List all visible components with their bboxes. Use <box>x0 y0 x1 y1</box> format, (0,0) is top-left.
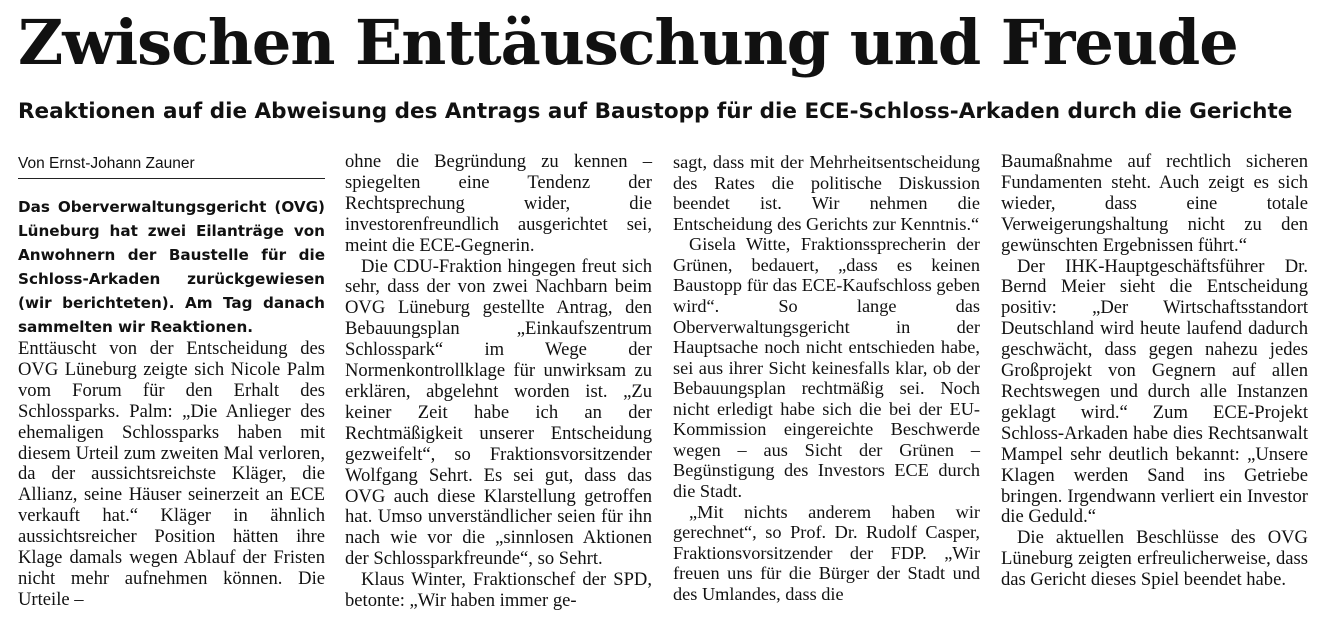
article-column-2 <box>345 152 652 612</box>
body-paragraph: Klaus Winter, Fraktionschef der SPD, betonte: „Wir haben immer ge- <box>345 569 652 612</box>
body-paragraph: ohne die Begründung zu kennen – spiegelten eine Tendenz der Rechtsprechung wider, die investorenfreundlich ausgerichtet sei, meint die ECE-Gegnerin. <box>345 151 652 256</box>
body-paragraph: „Mit nichts anderem haben wir gerechnet“, so Prof. Dr. Rudolf Casper, Fraktionsvorsitzender der FDP. „Wir freuen uns für die Bürger der Stadt und des Umlandes, dass die <box>673 501 980 604</box>
article-subheadline: Reaktionen auf die Abweisung des Antrags auf Baustopp für die ECE-Schloss-Arkaden durch die Gerichte <box>18 99 1293 124</box>
body-paragraph: Die CDU-Fraktion hingegen freut sich sehr, dass der von zwei Nachbarn beim OVG Lüneburg gestellte Antrag, den Bebauungsplan „Einkaufszentrum Schlosspark“ im Wege der Normenkontrollklage für unwirksam zu erklären, abgelehnt worden ist. „Zu keiner Zeit habe ich an der Rechtmäßigkeit unserer Entscheidung gezweifelt“, so Fraktionsvorsitzender Wolfgang Sehrt. Es sei gut, dass das OVG auch diese Klarstellung getroffen hat. Umso unverständlicher seien für ihn nach wie vor die „sinnlosen Aktionen der Schlossparkfreunde“, so Sehrt. <box>345 255 652 570</box>
body-paragraph: Der IHK-Hauptgeschäftsführer Dr. Bernd Meier sieht die Entscheidung positiv: „Der Wirtschaftsstandort Deutschland wird heute laufend dadurch geschwächt, dass gegen nahezu jedes Großprojekt von Gegnern auf allen Rechtswegen und durch alle Instanzen geklagt wird.“ Zum ECE-Projekt Schloss-Arkaden habe dies Rechtsanwalt Mampel sehr deutlich bekannt: „Unsere Klagen werden Sand ins Getriebe bringen. Irgendwann verliert ein Investor die Geduld.“ <box>1001 255 1308 528</box>
body-paragraph: Enttäuscht von der Entscheidung des OVG Lüneburg zeigte sich Nicole Palm vom Forum für den Erhalt des Schlossparks. Palm: „Die Anlieger des ehemaligen Schlossparks haben mit diesem Urteil zum zweiten Mal verloren, da der aussichtsreichste Kläger, die Allianz, seine Häuser seinerzeit an ECE verkauft hat.“ Kläger in ähnlich aussichtsreicher Position hätten ihre Klage damals wegen Ablauf der Fristen nicht mehr aufnehmen können. Die Urteile – <box>18 338 325 610</box>
author-byline: Von Ernst-Johann Zauner <box>18 152 325 179</box>
article-headline: Zwischen Enttäuschung und Freude <box>18 6 1238 79</box>
body-paragraph: sagt, dass mit der Mehrheitsentscheidung des Rates die politische Diskussion beendet ist. Wir nehmen die Entscheidung des Gerichts zur Kenntnis.“ <box>673 152 980 234</box>
body-paragraph: Baumaßnahme auf rechtlich sicheren Fundamenten steht. Auch zeigt es sich wieder, dass eine totale Verweigerungshaltung nicht zu den gewünschten Ergebnissen führt.“ <box>1001 151 1308 256</box>
article-column-4 <box>1001 152 1308 591</box>
article-column-1 <box>18 152 325 611</box>
article-lead: Das Oberverwaltungsgericht (OVG) Lüneburg hat zwei Eilanträge von Anwohnern der Baustelle für die Schloss-Arkaden zurückgewiesen (wir berichteten). Am Tag danach sammelten wir Reaktionen. <box>18 198 325 336</box>
body-paragraph: Die aktuellen Beschlüsse des OVG Lüneburg zeigten erfreulicherweise, dass das Gericht dieses Spiel beendet habe. <box>1001 527 1308 591</box>
article-column-3 <box>673 152 980 604</box>
body-paragraph: Gisela Witte, Fraktionssprecherin der Grünen, bedauert, „dass es keinen Baustopp für das ECE-Kaufschloss geben wird“. So lange das Oberverwaltungsgericht in der Hauptsache noch nicht entschieden habe, sei aus ihrer Sicht keinesfalls klar, ob der Bebauungsplan rechtmäßig sei. Noch nicht erledigt habe sich die bei der EU-Kommission eingereichte Beschwerde wegen – aus Sicht der Grünen – Begünstigung des Investors ECE durch die Stadt. <box>673 234 980 501</box>
